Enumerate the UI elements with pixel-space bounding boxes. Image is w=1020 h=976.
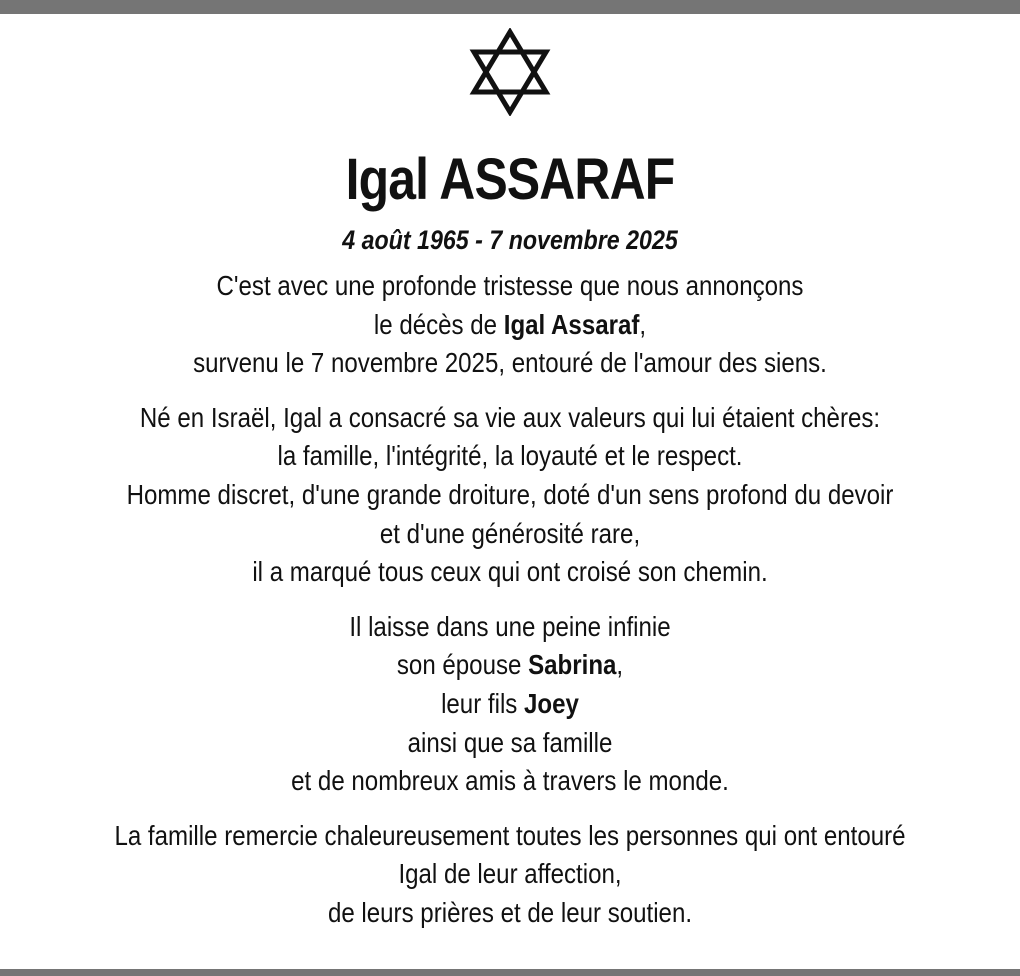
biography-line-1: Né en Israël, Igal a consacré sa vie aux valeurs qui lui étaient chères: [139, 401, 881, 433]
bottom-border [0, 969, 1020, 976]
family-line-5: et de nombreux amis à travers le monde. [291, 765, 729, 797]
family-line-3-text: leur fils [441, 687, 525, 719]
family-line-4: ainsi que sa famille [407, 726, 613, 758]
announcement-line-1: C'est avec une profonde tristesse que nous annonçons [216, 270, 804, 301]
spouse-name-bold: Sabrina [528, 649, 617, 681]
announcement-line-2-comma: , [639, 308, 647, 340]
biography-paragraph [71, 399, 948, 592]
announcement-line-2 [71, 306, 948, 345]
family-line-2-text: son épouse [396, 649, 529, 681]
biography-line-4: et d'une générosité rare, [379, 517, 641, 549]
family-line-1: Il laisse dans une peine infinie [349, 610, 671, 642]
top-border [0, 0, 1020, 14]
thanks-line-2: Igal de leur affection, [398, 858, 622, 890]
biography-line-5: il a marqué tous ceux qui ont croisé son chemin. [252, 556, 768, 588]
announcement-line-3: survenu le 7 novembre 2025, entouré de l'amour des siens. [193, 347, 827, 379]
thanks-line-1: La famille remercie chaleureusement toutes les personnes qui ont entouré [114, 819, 906, 851]
thanks-paragraph [71, 817, 948, 933]
biography-line-2: la famille, l'intégrité, la loyauté et le respect. [277, 440, 743, 472]
family-line-2 [71, 646, 948, 685]
family-paragraph [71, 608, 948, 801]
family-line-2-comma: , [616, 649, 624, 681]
obituary-content [0, 146, 1020, 933]
announcement-paragraph [71, 267, 948, 383]
family-line-3 [71, 685, 948, 724]
deceased-name: Igal ASSARAF [345, 147, 675, 212]
son-name-bold: Joey [524, 687, 579, 719]
life-dates: 4 août 1965 - 7 novembre 2025 [342, 225, 678, 255]
star-of-david-icon [468, 28, 552, 116]
announcement-name-bold: Igal Assaraf [503, 308, 640, 340]
biography-line-3: Homme discret, d'une grande droiture, doté d'un sens profond du devoir [126, 478, 894, 510]
thanks-line-3: de leurs prières et de leur soutien. [327, 896, 693, 928]
announcement-line-2-text: le décès de [373, 308, 504, 340]
